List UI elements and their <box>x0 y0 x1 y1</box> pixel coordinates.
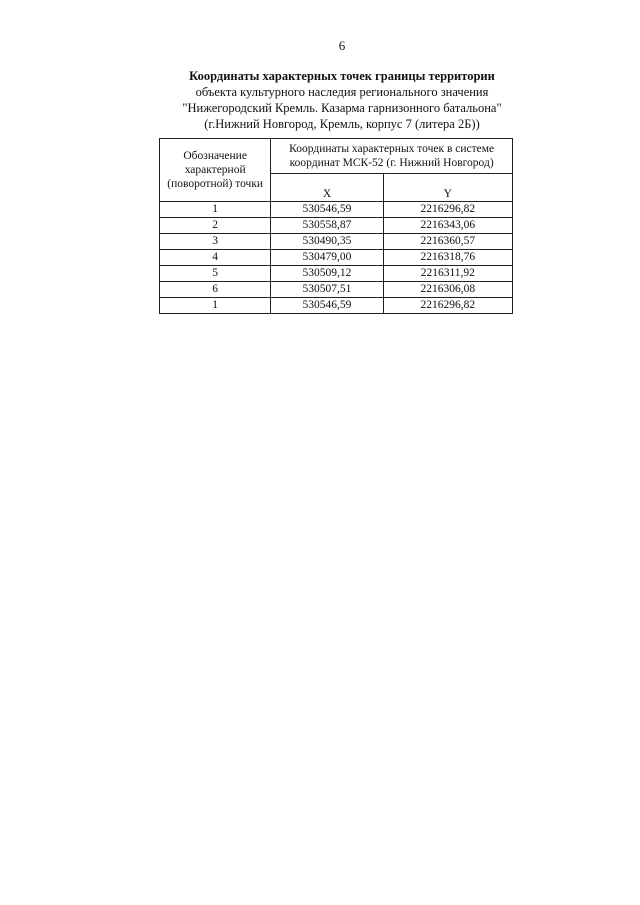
table-row <box>160 202 513 218</box>
page-number: 6 <box>338 38 346 53</box>
x-cell: 530507,51 <box>271 282 383 298</box>
document-heading <box>0 68 640 132</box>
point-cell: 2 <box>160 218 271 234</box>
y-cell: 2216343,06 <box>383 218 512 234</box>
heading-line-3: "Нижегородский Кремль. Казарма гарнизонного батальона" <box>182 101 502 115</box>
point-cell: 5 <box>160 266 271 282</box>
header-coordinate-system: Координаты характерных точек в системе координат МСК-52 (г. Нижний Новгород) <box>271 139 513 174</box>
y-cell: 2216306,08 <box>383 282 512 298</box>
point-cell: 4 <box>160 250 271 266</box>
x-cell: 530490,35 <box>271 234 383 250</box>
coordinates-table <box>159 138 513 314</box>
y-cell: 2216318,76 <box>383 250 512 266</box>
header-y: Y <box>383 174 512 202</box>
point-cell: 1 <box>160 298 271 314</box>
heading-line-4: (г.Нижний Новгород, Кремль, корпус 7 (литера 2Б)) <box>204 117 480 131</box>
table-row <box>160 218 513 234</box>
x-cell: 530509,12 <box>271 266 383 282</box>
y-cell: 2216296,82 <box>383 298 512 314</box>
point-cell: 3 <box>160 234 271 250</box>
table-row <box>160 282 513 298</box>
x-cell: 530546,59 <box>271 298 383 314</box>
x-cell: 530479,00 <box>271 250 383 266</box>
x-cell: 530546,59 <box>271 202 383 218</box>
point-cell: 6 <box>160 282 271 298</box>
heading-title: Координаты характерных точек границы территории <box>189 69 495 83</box>
y-cell: 2216360,57 <box>383 234 512 250</box>
header-point-designation: Обозначение характерной (поворотной) точки <box>160 139 271 202</box>
point-cell: 1 <box>160 202 271 218</box>
table-row <box>160 298 513 314</box>
y-cell: 2216296,82 <box>383 202 512 218</box>
x-cell: 530558,87 <box>271 218 383 234</box>
header-x: X <box>271 174 383 202</box>
y-cell: 2216311,92 <box>383 266 512 282</box>
table-row <box>160 266 513 282</box>
table-row <box>160 234 513 250</box>
table-row <box>160 250 513 266</box>
heading-line-2: объекта культурного наследия регионального значения <box>195 85 489 99</box>
